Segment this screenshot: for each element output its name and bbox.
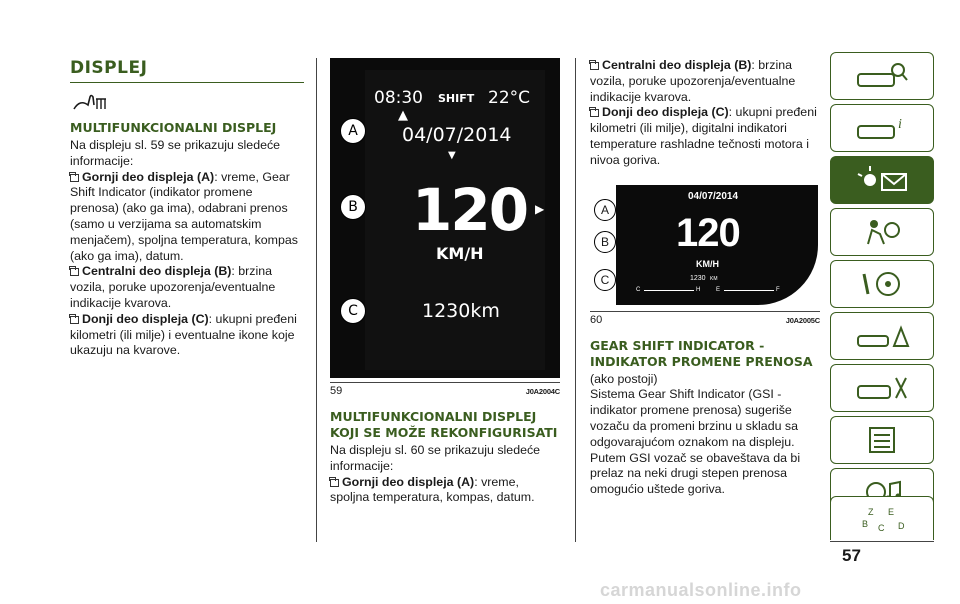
side-tab-car-info[interactable]	[830, 104, 934, 152]
display-shift: SHIFT	[438, 92, 475, 105]
column-divider	[575, 58, 576, 542]
list-item: Donji deo displeja (C): ukupni pređeni kilometri (ili milje), digitalni indikatori temperature rashladne tečnosti motora i nivoa goriva.	[590, 105, 817, 167]
svg-text:E: E	[888, 506, 895, 517]
figure-code: J0A2005C	[785, 315, 820, 325]
watermark: carmanualsonline.info	[600, 580, 802, 600]
alphabet-index-icon	[854, 503, 910, 535]
side-tab-safety[interactable]	[830, 208, 934, 256]
display-temp: 22°C	[488, 88, 531, 108]
list-item: Gornji deo displeja (A): vreme, spoljna temperatura, kompas, datum.	[330, 474, 535, 505]
svg-text:Z: Z	[868, 506, 874, 517]
callout-b: B	[594, 231, 616, 253]
side-tab-car-search[interactable]	[830, 52, 934, 100]
callout-a: A	[594, 199, 616, 221]
side-tab-technical-data[interactable]	[830, 416, 934, 464]
display-arrow-right-icon: ▶	[535, 202, 545, 216]
optional-note: (ako postoji)	[590, 371, 658, 386]
fuel-empty-label: E	[716, 286, 721, 293]
bullet-icon	[590, 109, 599, 117]
car-tools-icon	[854, 372, 910, 404]
side-tab-driving[interactable]	[830, 260, 934, 308]
side-tab-emergency[interactable]	[830, 312, 934, 360]
side-tab-dashboard-lights[interactable]	[830, 156, 934, 204]
svg-text:D: D	[898, 520, 905, 531]
callout-b: B	[340, 194, 366, 220]
page-number-rule	[830, 541, 934, 542]
body-text: Sistema Gear Shift Indicator (GSI - indikator promene prenosa) sugeriše vozaču da promeni brzinu u skladu sa odgovarajućom oznakom na displeju. Putem GSI vozač se obaveštava da bi prelaz na neki drugi stepen prenosa omogućio uštede goriva.	[590, 387, 801, 497]
warning-car-icon	[854, 320, 910, 352]
airbag-icon	[854, 216, 910, 248]
figure-caption	[330, 382, 560, 397]
bullet-icon	[70, 268, 79, 276]
column-1	[70, 58, 304, 359]
section-title-gear-shift-indicator: GEAR SHIFT INDICATOR - INDIKATOR PROMENE PRENOSA	[590, 337, 813, 369]
car-search-icon	[854, 60, 910, 92]
figure-59	[330, 58, 560, 397]
display-arrow-down-icon: ▼	[448, 150, 456, 161]
temp-gauge-bar	[644, 290, 694, 291]
light-message-icon	[854, 164, 910, 196]
display-speed: 120	[676, 210, 740, 255]
reconfigurable-display-image	[590, 181, 820, 307]
bullet-icon	[70, 316, 79, 324]
page-number: 57	[842, 546, 861, 565]
checklist-icon	[854, 424, 910, 456]
fuel-gauge-bar	[724, 290, 774, 291]
list-item: Donji deo displeja (C): ukupni pređeni kilometri (ili milje) i eventualne ikone koje ukazuju na kvarove.	[70, 311, 297, 358]
display-unit: KM/H	[436, 244, 484, 263]
display-unit: KM/H	[696, 258, 719, 269]
display-odometer: 1230	[690, 274, 706, 282]
figure-number: 59	[330, 385, 343, 397]
multifunction-display-image	[330, 58, 560, 378]
section-title-multifunction-display: MULTIFUNKCIONALNI DISPLEJ	[70, 120, 277, 135]
figure-60	[590, 181, 820, 326]
list-item: Gornji deo displeja (A): vreme, Gear Shift Indicator (indikator promene prenosa) (ako ga ima), odabrani prenos (samo u verzijama sa automatskim menjačem), spoljna temperatura, kompas (ako ga ima), datum.	[70, 169, 298, 263]
svg-text:B: B	[862, 518, 869, 529]
temp-cold-label: C	[636, 286, 641, 293]
figure-code: J0A2004C	[525, 387, 560, 396]
callout-c: C	[594, 269, 616, 291]
svg-text:C: C	[878, 522, 885, 533]
display-time: 08:30	[374, 88, 423, 108]
section-title-reconfigurable-display: MULTIFUNKCIONALNI DISPLEJ KOJI SE MOŽE REKONFIGURISATI	[330, 409, 558, 440]
display-arrow-up-icon: ▲	[398, 108, 408, 123]
list-item: Centralni deo displeja (B): brzina vozila, poruke upozorenja/eventualne indikacije kvarova.	[590, 58, 796, 104]
side-tab-maintenance[interactable]	[830, 364, 934, 412]
list-item: Centralni deo displeja (B): brzina vozila, poruke upozorenja/eventualne indikacije kvarova.	[70, 264, 276, 310]
display-odometer-unit: KM	[710, 275, 718, 282]
intro-text: Na displeju sl. 59 se prikazuju sledeće informacije:	[70, 138, 281, 168]
display-date: 04/07/2014	[402, 124, 512, 146]
display-speed: 120	[412, 176, 528, 244]
car-info-icon	[854, 112, 910, 144]
fuel-full-label: F	[776, 286, 780, 293]
hand-touch-icon	[70, 91, 114, 113]
display-date: 04/07/2014	[688, 190, 739, 202]
bullet-icon	[590, 62, 599, 70]
bullet-icon	[330, 479, 339, 487]
side-tab-index[interactable]	[830, 496, 934, 540]
intro-text: Na displeju sl. 60 se prikazuju sledeće informacije:	[330, 443, 541, 473]
column-2	[330, 58, 560, 506]
bullet-icon	[70, 174, 79, 182]
page-title: DISPLEJ	[70, 58, 304, 83]
figure-caption	[590, 311, 820, 326]
temp-hot-label: H	[696, 286, 701, 293]
svg-text:i: i	[898, 117, 902, 132]
callout-a: A	[340, 118, 366, 144]
callout-c: C	[340, 298, 366, 324]
steering-wheel-icon	[854, 268, 910, 300]
column-3	[590, 58, 820, 498]
column-divider	[316, 58, 317, 542]
figure-number: 60	[590, 313, 603, 326]
display-odometer: 1230km	[422, 300, 500, 322]
